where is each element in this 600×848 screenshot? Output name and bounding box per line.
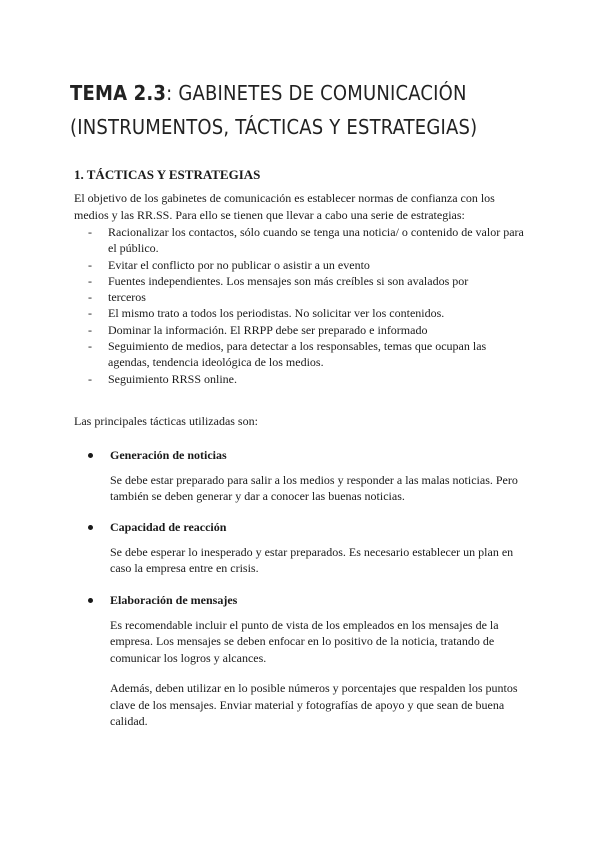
- tactic-title: Generación de noticias: [110, 448, 227, 462]
- strategy-item: [74, 224, 524, 257]
- dash-marker: -: [88, 225, 92, 239]
- strategy-item: [74, 371, 524, 387]
- tactic-paragraph: Se debe esperar lo inesperado y estar preparados. Es necesario establecer un plan en caso la empresa entre en crisis.: [110, 544, 514, 575]
- section-heading: 1. TÁCTICAS Y ESTRATEGIAS: [74, 167, 261, 182]
- tactic-paragraph: Es recomendable incluir el punto de vista de los empleados en los mensajes de la empresa. Los mensajes se deben enfocar en lo positivo de la noticia, tratando de comunicar los logros y alcances.: [110, 617, 499, 665]
- strategy-text: terceros: [108, 290, 146, 305]
- strategy-item: [74, 322, 524, 338]
- strategy-text: Racionalizar los contactos, sólo cuando se tenga una noticia/ o contenido de valor para el público.: [108, 225, 524, 256]
- tactic-heading: [88, 447, 528, 464]
- strategy-text: Dominar la información. El RRPP debe ser preparado e informado: [108, 322, 428, 337]
- tactic-heading: [88, 519, 528, 536]
- strategy-item: [74, 257, 524, 273]
- bullet-icon: [88, 453, 93, 458]
- bullet-icon: [88, 525, 93, 530]
- strategies-list: [74, 224, 524, 387]
- strategy-text: Evitar el conflicto por no publicar o asistir a un evento: [108, 257, 370, 272]
- dash-marker: -: [88, 290, 92, 305]
- tactic-title: Elaboración de mensajes: [110, 593, 238, 607]
- title-topic-number: TEMA 2.3: [70, 81, 167, 105]
- dash-marker: -: [88, 371, 92, 386]
- tactic-heading: [88, 592, 528, 609]
- tactic-generacion-noticias: [88, 447, 528, 505]
- tactic-elaboracion-mensajes: [88, 592, 528, 730]
- dash-marker: -: [88, 322, 92, 337]
- tactics-lead: Las principales tácticas utilizadas son:: [74, 414, 258, 428]
- tactic-title: Capacidad de reacción: [110, 520, 227, 534]
- dash-marker: -: [88, 306, 92, 321]
- strategy-item: [74, 289, 524, 305]
- title-topic-name: : GABINETES DE COMUNICACIÓN (INSTRUMENTOS, TÁCTICAS Y ESTRATEGIAS): [70, 81, 478, 139]
- document-title: [70, 76, 540, 144]
- strategy-text: Fuentes independientes. Los mensajes son más creíbles si son avalados por: [108, 273, 469, 288]
- section-intro: El objetivo de los gabinetes de comunicación es establecer normas de confianza con los medios y las RR.SS. Para ello se tienen que llevar a cabo una serie de estrategias:: [74, 191, 495, 222]
- dash-marker: -: [88, 339, 92, 354]
- strategy-item: [74, 338, 524, 371]
- dash-marker: -: [88, 273, 92, 288]
- strategy-text: Seguimiento RRSS online.: [108, 371, 238, 386]
- tactic-paragraph: Se debe estar preparado para salir a los medios y responder a las malas noticias. Pero también se deben generar y dar a conocer las buenas noticias.: [110, 472, 518, 503]
- strategy-item: [74, 273, 524, 289]
- strategy-item: [74, 305, 524, 321]
- bullet-icon: [88, 598, 93, 603]
- tactic-capacidad-reaccion: [88, 519, 528, 577]
- tactic-paragraph: Además, deben utilizar en lo posible números y porcentajes que respalden los puntos clave de los mensajes. Enviar material y fotografías de apoyo y que sean de buena calidad.: [110, 681, 518, 728]
- strategy-text: El mismo trato a todos los periodistas. No solicitar ver los contenidos.: [108, 306, 445, 321]
- dash-marker: -: [88, 257, 92, 272]
- strategy-text: Seguimiento de medios, para detectar a los responsables, temas que ocupan las agendas, tendencia ideológica de los medios.: [108, 339, 487, 370]
